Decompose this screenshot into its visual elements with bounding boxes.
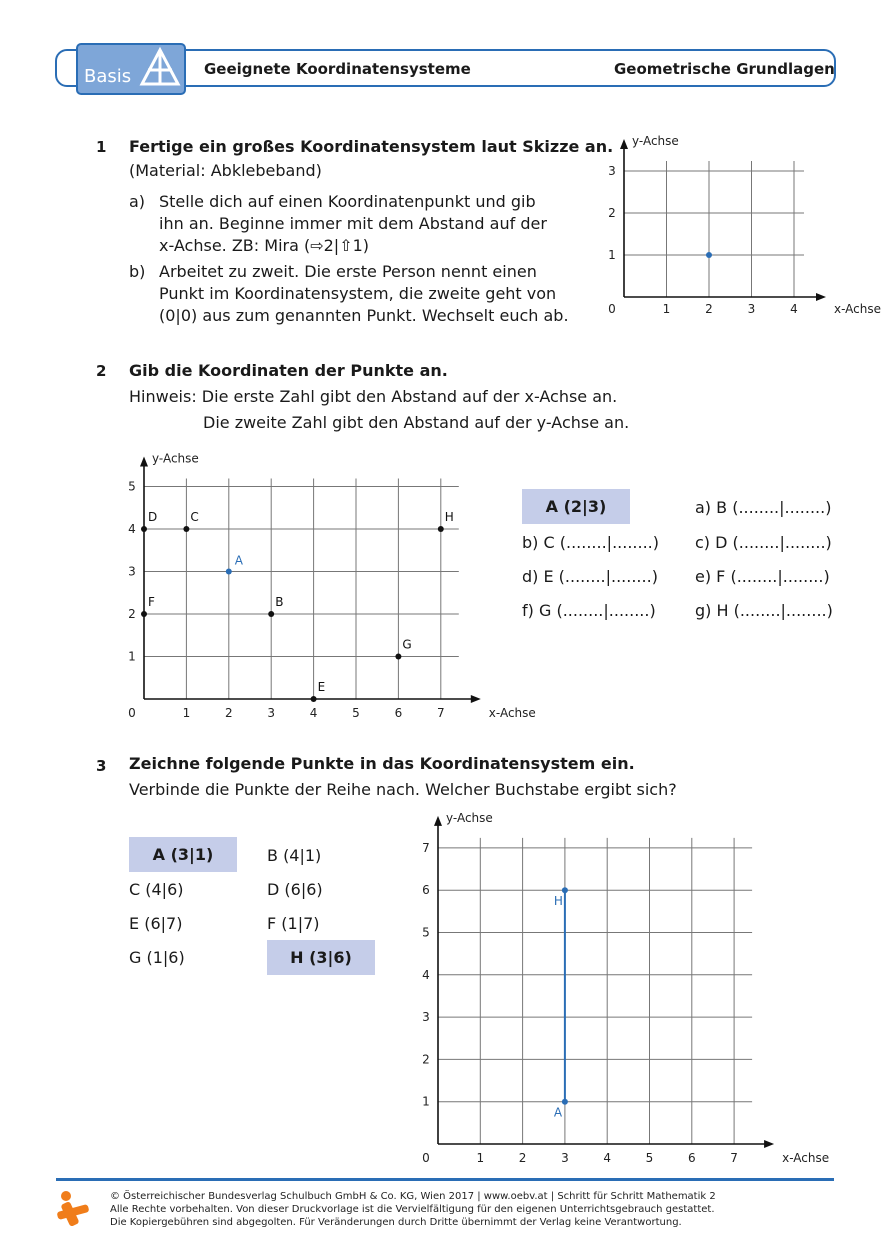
x-axis-arrow-icon [764,1140,774,1148]
point-b: B (4|1) [267,846,322,865]
x-tick-label: 6 [687,1151,696,1165]
point-c [183,526,189,532]
y-tick-label: 3 [128,564,136,579]
y-tick-label: 2 [608,206,616,220]
y-tick-label: 6 [422,883,430,898]
y-tick-label: 3 [608,164,616,178]
point-label-g: G [402,637,412,652]
point-a [562,1099,568,1105]
exercise-1-b-line3: (0|0) aus zum genannten Punkt. Wechselt euch ab. [159,306,569,325]
point-label-f: F [148,595,155,609]
answer-c: c) D (........|........) [695,533,832,552]
exercise-1-grid [600,128,882,324]
y-tick-label: 5 [128,479,136,494]
point-label-c: C [190,510,199,524]
exercise-1-b-label: b) [129,262,146,281]
exercise-1-title: Fertige ein großes Koordinatensystem laut Skizze an. [129,137,614,156]
point-f: F (1|7) [267,914,320,933]
y-tick-label: 2 [128,607,136,621]
footer-divider [56,1178,834,1181]
exercise-1-a-line3: x-Achse. ZB: Mira (⇨2|⇧1) [159,236,370,255]
x-axis-arrow-icon [816,293,826,301]
exercise-1-a-line1: Stelle dich auf einen Koordinatenpunkt und gib [159,192,536,211]
y-axis-label: y-Achse [152,451,199,466]
x-axis-label: x-Achse [782,1151,830,1165]
y-tick-label: 2 [422,1052,430,1067]
y-tick-label: 1 [608,248,616,262]
x-tick-label: 5 [352,706,360,720]
x-axis-arrow-icon [471,695,481,703]
answer-e: e) F (........|........) [695,567,830,586]
x-tick-label: 3 [561,1151,569,1165]
point-a [226,569,232,575]
y-tick-label: 1 [422,1094,430,1109]
y-axis-arrow-icon [620,139,628,149]
point-h [438,526,444,532]
exercise-3-grid [405,803,830,1168]
header-title-right: Geometrische Grundlagen [614,60,835,78]
point-e [311,696,317,702]
grid-point [706,252,712,258]
x-tick-label: 7 [436,706,445,720]
x-tick-label: 4 [790,302,798,316]
origin-label: 0 [422,1151,430,1165]
y-tick-label: 1 [128,649,136,664]
x-tick-label: 2 [705,302,713,316]
x-tick-label: 1 [476,1151,485,1165]
point-label-a: A [553,1105,563,1120]
point-a-box: A (3|1) [129,837,237,872]
x-tick-label: 1 [182,706,191,720]
point-g [395,654,401,660]
x-tick-label: 5 [645,1151,654,1165]
point-b [268,611,274,617]
answer-b: b) C (........|........) [522,533,659,552]
origin-label: 0 [608,302,616,316]
answer-a: a) B (........|........) [695,498,832,517]
header-title-left: Geeignete Koordinatensysteme [204,60,471,78]
point-label-a: A [234,553,244,568]
y-tick-label: 3 [422,1010,430,1025]
exercise-2-grid [115,445,536,730]
exercise-1-number: 1 [96,138,107,156]
point-h-box: H (3|6) [267,940,375,975]
point-d [141,526,147,532]
x-tick-label: 6 [394,706,403,720]
x-axis-label: x-Achse [834,302,882,316]
badge-label: Basis [84,66,132,87]
point-label-d: D [148,510,158,524]
answer-f: f) G (........|........) [522,601,656,620]
origin-label: 0 [128,706,136,720]
point-c: C (4|6) [129,880,184,899]
exercise-2-hint1: Hinweis: Die erste Zahl gibt den Abstand auf der x-Achse an. [129,387,618,406]
x-tick-label: 2 [224,706,233,720]
exercise-2-title: Gib die Koordinaten der Punkte an. [129,361,448,380]
triangle-logo-icon [140,46,180,88]
exercise-1-a-label: a) [129,192,146,211]
point-label-h: H [553,894,563,909]
point-label-b: B [275,595,284,609]
y-tick-label: 4 [128,522,136,536]
y-axis-label: y-Achse [446,810,493,825]
y-axis-label: y-Achse [632,134,679,148]
footer-line-3: Die Kopiergebühren sind abgegolten. Für Veränderungen durch Dritte übernimmt der Verlag keine Verantwortung. [110,1217,682,1228]
point-label-e: E [317,680,326,694]
exercise-3-number: 3 [96,757,107,775]
point-label-h: H [444,510,454,524]
point-f [141,611,147,617]
x-tick-label: 7 [730,1151,738,1165]
y-axis-arrow-icon [434,816,442,826]
x-axis-label: x-Achse [488,706,536,720]
exercise-3-subtitle: Verbinde die Punkte der Reihe nach. Welcher Buchstabe ergibt sich? [129,780,677,799]
x-tick-label: 4 [603,1151,612,1165]
y-tick-label: 7 [422,840,430,855]
point-e: E (6|7) [129,914,183,933]
exercise-1-b-line2: Punkt im Koordinatensystem, die zweite geht von [159,284,557,303]
x-tick-label: 1 [662,302,671,316]
point-g: G (1|6) [129,948,185,967]
footer-line-2: Alle Rechte vorbehalten. Von dieser Druckvorlage ist die Vervielfältigung für den eigenen Unterrichtsgebrauch gestattet. [110,1204,715,1215]
y-tick-label: 5 [422,925,430,940]
y-axis-arrow-icon [140,457,148,467]
exercise-2-hint2: Die zweite Zahl gibt den Abstand auf der y-Achse an. [203,413,630,432]
x-tick-label: 3 [267,706,276,720]
y-tick-label: 4 [422,967,430,982]
x-tick-label: 2 [518,1151,527,1165]
answer-d: d) E (........|........) [522,567,658,586]
footer-line-1: © Österreichischer Bundesverlag Schulbuch GmbH & Co. KG, Wien 2017 | www.oebv.at | Schritt für Schritt Mathematik 2 [110,1191,716,1202]
point-h [562,887,568,893]
example-answer-box: A (2|3) [522,489,630,524]
exercise-3-title: Zeichne folgende Punkte in das Koordinatensystem ein. [129,754,635,773]
point-d: D (6|6) [267,880,323,899]
answer-g: g) H (........|........) [695,601,833,620]
exercise-2-number: 2 [96,362,107,380]
x-tick-label: 3 [747,302,756,316]
exercise-1-b-line1: Arbeitet zu zweit. Die erste Person nennt einen [159,262,537,281]
publisher-logo-icon [55,1190,95,1230]
exercise-1-material: (Material: Abklebeband) [129,161,322,180]
exercise-1-a-line2: ihn an. Beginne immer mit dem Abstand auf der [159,214,547,233]
x-tick-label: 4 [309,706,318,720]
